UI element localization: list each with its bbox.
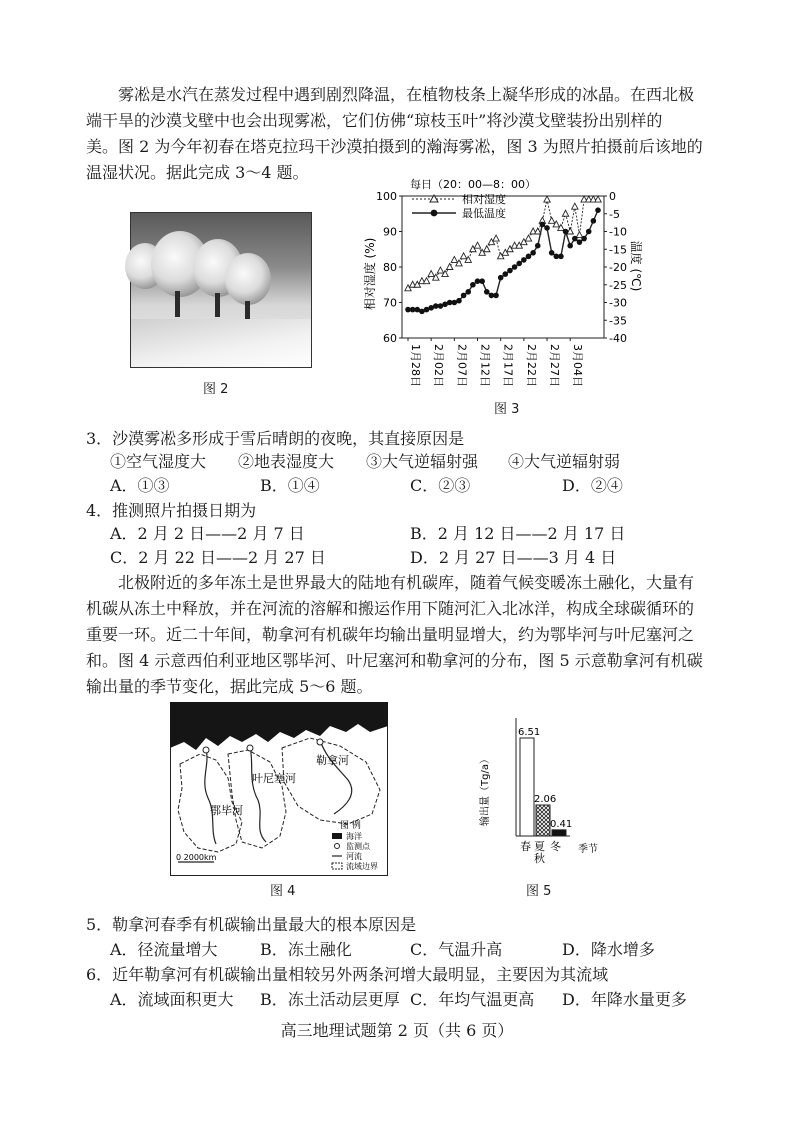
min-temp-point	[595, 207, 601, 213]
legend-title: 图 例	[340, 821, 361, 831]
humidity-point	[493, 235, 499, 241]
fig3-legend-temp: 最低温度	[462, 207, 506, 220]
min-temp-point	[535, 243, 541, 249]
fig5-bars	[518, 727, 572, 836]
q4-option-c[interactable]: C．2 月 22 日——2 月 27 日	[110, 548, 326, 567]
intro-paragraph-2	[86, 570, 714, 700]
humidity-point	[595, 196, 601, 202]
min-temp-point	[577, 239, 583, 245]
fig3-xtick-label: 1月28日	[409, 344, 422, 387]
fig3-title: 每日（20：00—8：00）	[410, 178, 536, 191]
fig3-ylabel: 相对湿度 (%)	[363, 237, 377, 311]
min-temp-point	[503, 271, 509, 277]
humidity-point	[447, 264, 453, 270]
min-temp-point	[572, 236, 578, 242]
fig3-xtick-label: 2月27日	[548, 344, 562, 387]
fig5-xlabel: 季节	[578, 844, 598, 855]
fig5-chart	[470, 712, 620, 865]
fig3-y2tick-label: -15	[609, 243, 627, 257]
rime-photo	[130, 212, 312, 368]
photo-trunk	[215, 293, 220, 317]
fig5-value-label: 2.06	[534, 793, 557, 805]
intro1-line: 端干旱的沙漠戈壁中也会出现雾凇，它们仿佛“琼枝玉叶”将沙漠戈壁装扮出别样的	[86, 111, 663, 130]
q6-option-c[interactable]: C．年均气温更高	[410, 990, 535, 1009]
min-temp-point	[456, 298, 462, 304]
humidity-point	[544, 196, 550, 202]
humidity-point	[428, 271, 434, 277]
min-temp-point	[558, 254, 564, 260]
intro2-line: 输出量的季节变化，据此完成 5～6 题。	[86, 677, 373, 696]
legend-river: 河流	[346, 852, 362, 861]
q6-option-b[interactable]: B．冻土活动层更厚	[260, 990, 400, 1009]
question-3: 3．沙漠雾凇多形成于雪后晴朗的夜晚，其直接原因是	[86, 429, 465, 448]
fig3-ytick-label: 80	[383, 261, 397, 274]
humidity-point	[451, 256, 457, 262]
fig3-y2label: 温度 (℃)	[629, 240, 643, 292]
fig5-bar	[552, 830, 566, 836]
q3-option-b[interactable]: B．①④	[260, 476, 320, 495]
q4-option-b[interactable]: B．2 月 12 日——2 月 17 日	[410, 524, 626, 543]
min-temp-point	[479, 278, 485, 284]
q3-option-a[interactable]: A．①③	[110, 476, 170, 495]
min-temp-point	[470, 282, 476, 288]
q3-option-c[interactable]: C．②③	[410, 476, 471, 495]
humidity-point	[484, 246, 490, 252]
q4-option-d[interactable]: D．2 月 27 日——3 月 4 日	[410, 548, 617, 567]
monitoring-point	[317, 739, 323, 745]
min-temp-point	[493, 293, 499, 299]
intro1-line: 雾凇是水汽在蒸发过程中遇到剧烈降温，在植物枝条上凝华形成的冰晶。在西北极	[118, 85, 695, 104]
min-temp-point	[544, 225, 550, 231]
intro1-line: 美。图 2 为今年初春在塔克拉玛干沙漠拍摄到的瀚海雾凇，图 3 为照片拍摄前后该地的	[86, 137, 703, 156]
min-temp-point	[507, 268, 513, 274]
min-temp-point	[581, 236, 587, 242]
min-temp-point	[521, 257, 527, 263]
fig3-ytick-label: 100	[376, 190, 397, 203]
min-temp-point	[526, 254, 532, 260]
fig5-ylabel: 输出量（Tg/a）	[480, 754, 491, 826]
humidity-point	[576, 232, 582, 238]
fig3-y2tick-label: -10	[609, 225, 627, 239]
min-temp-point	[465, 289, 471, 295]
humidity-point	[548, 217, 554, 223]
fig3-xtick-label: 3月04日	[571, 344, 585, 387]
fig3-xtick-label: 2月07日	[455, 344, 469, 387]
legend-ocean: 海洋	[346, 832, 362, 841]
photo-tree	[225, 253, 271, 305]
monitoring-point	[203, 747, 209, 753]
q3-item: ①空气湿度大	[110, 452, 207, 471]
fig3-xtick-label: 2月12日	[478, 344, 492, 387]
min-temp-line	[408, 210, 598, 311]
q5-option-c[interactable]: C．气温升高	[410, 940, 503, 959]
fig3-xtick-label: 2月02日	[432, 344, 446, 387]
min-temp-point	[567, 243, 573, 249]
q5-option-b[interactable]: B．冻土融化	[260, 940, 352, 959]
fig5-cat-autumn: 秋	[534, 852, 545, 865]
min-temp-point	[563, 229, 569, 235]
fig3-y2tick-label: -20	[609, 261, 627, 274]
fig4-map	[170, 702, 388, 876]
fig3-y2tick-label: -25	[609, 278, 627, 292]
fig5-value-label: 0.41	[550, 818, 573, 830]
humidity-point	[474, 242, 480, 248]
page-footer: 高三地理试题第 2 页（共 6 页）	[280, 1021, 514, 1040]
photo-trunk	[245, 301, 250, 319]
min-temp-point	[591, 218, 597, 224]
fig4-caption: 图 4	[270, 884, 296, 899]
fig5-cat-spring: 春	[520, 840, 531, 853]
intro2-line: 和。图 4 示意西伯利亚地区鄂毕河、叶尼塞河和勒拿河的分布，图 5 示意勒拿河有机碳	[86, 651, 703, 670]
min-temp-point	[530, 250, 536, 256]
min-temp-point	[512, 264, 518, 270]
min-temp-point	[498, 275, 504, 281]
q5-option-a[interactable]: A．径流量增大	[110, 940, 218, 959]
fig3-chart	[360, 174, 643, 400]
q5-option-d[interactable]: D．降水增多	[562, 940, 655, 959]
legend-boundary: 流域边界	[346, 862, 378, 871]
fig5-value-label: 6.51	[518, 727, 541, 738]
fig3-y2tick-label: -40	[609, 332, 627, 345]
fig3-y2tick-label: -35	[609, 314, 627, 328]
fig2-caption: 图 2	[203, 382, 229, 397]
humidity-point	[423, 278, 429, 284]
fig5-cat-summer: 夏	[534, 840, 545, 853]
legend-point: 监测点	[346, 842, 370, 851]
fig3-caption: 图 3	[494, 402, 520, 417]
fig3-ytick-label: 70	[383, 296, 397, 310]
monitoring-point	[247, 745, 253, 751]
q3-item: ④大气逆辐射弱	[508, 452, 621, 471]
q6-option-d[interactable]: D．年降水量更多	[562, 990, 687, 1009]
fig3-left-axis	[376, 190, 402, 345]
intro2-line: 机碳从冻土中释放，并在河流的溶解和搬运作用下随河汇入北冰洋，构成全球碳循环的	[86, 599, 695, 618]
label-ob: 鄂毕河	[210, 804, 243, 817]
intro2-line: 重要一环。近二十年间，勒拿河有机碳年均输出量明显增大，约为鄂毕河与叶尼塞河之	[86, 625, 695, 644]
humidity-point	[572, 203, 578, 209]
photo-snow	[131, 319, 311, 367]
min-temp-point	[484, 289, 490, 295]
fig3-y2tick-label: 0	[609, 190, 616, 203]
min-temp-point	[516, 261, 522, 267]
fig3-legend-humidity: 相对湿度	[462, 193, 506, 206]
fig3-xtick-label: 2月22日	[524, 344, 538, 387]
fig3-y2tick-label: -5	[609, 207, 620, 221]
label-lena: 勒拿河	[316, 754, 349, 767]
min-temp-point	[586, 229, 592, 235]
q6-option-a[interactable]: A．流域面积更大	[110, 990, 234, 1009]
fig3-right-axis	[604, 190, 627, 345]
q3-option-d[interactable]: D．②④	[562, 476, 623, 495]
fig3-ytick-label: 60	[383, 332, 397, 345]
humidity-point	[437, 267, 443, 273]
scale-label: 0 2000km	[176, 853, 217, 862]
fig5-cat-winter: 冬	[550, 840, 561, 853]
min-temp-point	[461, 293, 467, 299]
fig3-x-axis	[408, 338, 584, 387]
fig3-ytick-label: 90	[383, 225, 397, 239]
q3-item: ②地表湿度大	[238, 452, 335, 471]
humidity-point	[460, 253, 466, 259]
label-yenisei: 叶尼塞河	[252, 772, 296, 785]
question-6: 6．近年勒拿河有机碳输出量相较另外两条河增大最明显，主要因为其流域	[86, 965, 609, 984]
humidity-point	[562, 210, 568, 216]
fig5-caption: 图 5	[526, 884, 552, 899]
min-temp-point	[549, 250, 555, 256]
intro2-line: 北极附近的多年冻土是世界最大的陆地有机碳库，随着气候变暖冻土融化，大量有	[118, 573, 695, 592]
fig3-y2tick-label: -30	[609, 296, 627, 310]
fig5-bar	[536, 805, 550, 836]
q4-option-a[interactable]: A．2 月 2 日——2 月 7 日	[110, 524, 305, 543]
intro1-line: 温湿状况。据此完成 3～4 题。	[86, 163, 309, 182]
question-5: 5．勒拿河春季有机碳输出量最大的根本原因是	[86, 915, 417, 934]
min-temp-point	[540, 222, 546, 228]
q3-item: ③大气逆辐射强	[366, 452, 479, 471]
fig5-bar	[520, 738, 534, 836]
photo-trunk	[175, 291, 180, 317]
intro-paragraph-1	[86, 82, 714, 186]
fig3-xtick-label: 2月17日	[501, 344, 515, 387]
humidity-point	[525, 235, 531, 241]
question-4: 4．推测照片拍摄日期为	[86, 501, 257, 520]
